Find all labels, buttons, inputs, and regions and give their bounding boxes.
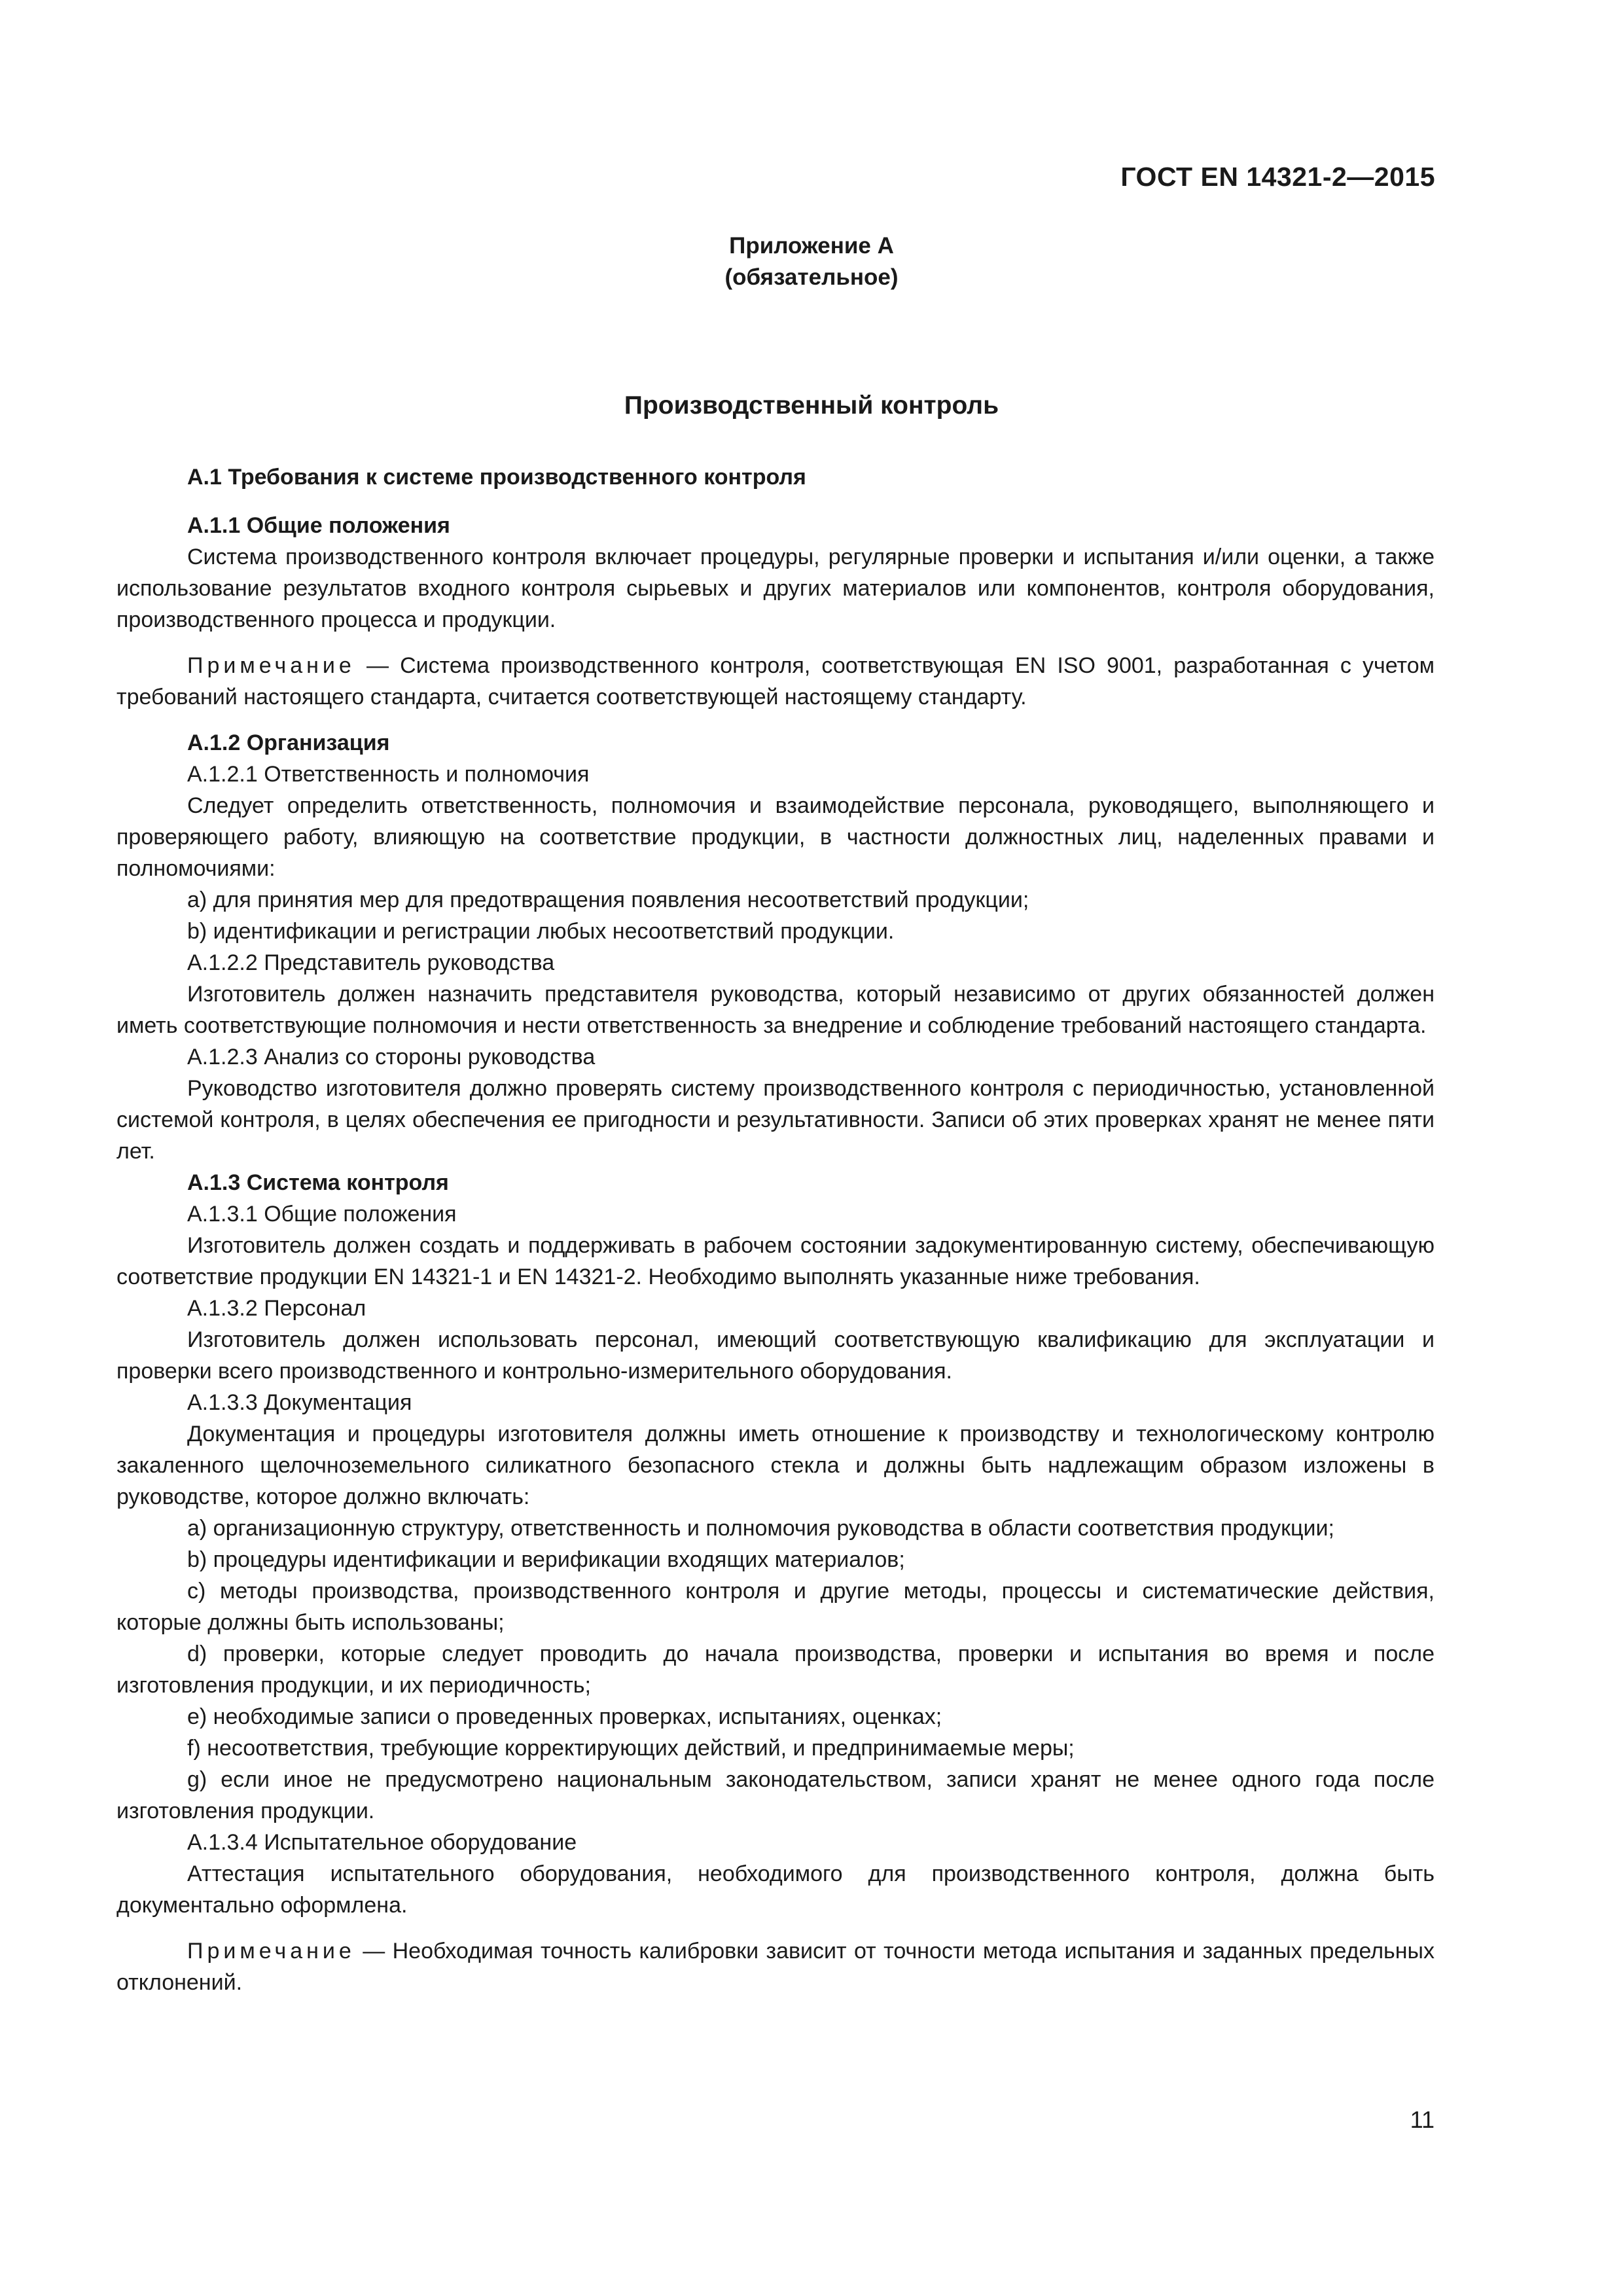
section-a122-heading: А.1.2.2 Представитель руководства	[187, 950, 555, 975]
page-number: 11	[1410, 2106, 1435, 2133]
section-a133-text: Документация и процедуры изготовителя должны иметь отношение к производству и технологическому контролю закаленного щелочноземельного силикатного безопасного стекла и должны быть надлежащим образом изложены в руководстве, которое должно включать:	[116, 1422, 1435, 1509]
list-item: c) методы производства, производственного контроля и другие методы, процессы и систематические действия, которые должны быть использованы;	[116, 1579, 1435, 1635]
section-a1-heading: А.1 Требования к системе производственного контроля	[187, 465, 806, 490]
section-a11-text: Система производственного контроля включает процедуры, регулярные проверки и испытания и/или оценки, а также использование результатов входного контроля сырьевых и других материалов или компонентов, контроля оборудования, производственного процесса и продукции.	[116, 545, 1435, 632]
section-a133-heading: А.1.3.3 Документация	[187, 1390, 412, 1415]
section-a134-heading: А.1.3.4 Испытательное оборудование	[187, 1830, 577, 1855]
annex-heading	[0, 230, 1623, 293]
section-a12-heading: А.1.2 Организация	[187, 730, 390, 755]
list-item: a) организационную структуру, ответственность и полномочия руководства в области соответствия продукции;	[187, 1516, 1334, 1541]
section-a123-text: Руководство изготовителя должно проверять систему производственного контроля с периодичностью, установленной системой контроля, в целях обеспечения ее пригодности и результативности. Записи об этих проверках хранят не менее пяти лет.	[116, 1076, 1435, 1164]
section-a121-text: Следует определить ответственность, полномочия и взаимодействие персонала, руководящего, выполняющего и проверяющего работу, влияющую на соответствие продукции, в частности должностных лиц, наделенных правами и полномочиями:	[116, 793, 1435, 881]
list-item: b) идентификации и регистрации любых несоответствий продукции.	[187, 919, 895, 944]
note-2-label: Примечание	[187, 1939, 355, 1964]
section-a134-text: Аттестация испытательного оборудования, необходимого для производственного контроля, должна быть документально оформлена.	[116, 1861, 1435, 1918]
section-a13-heading: А.1.3 Система контроля	[187, 1170, 449, 1195]
note-1-text: — Система производственного контроля, соответствующая EN ISO 9001, разработанная с учетом требований настоящего стандарта, считается соответствующей настоящему стандарту.	[116, 653, 1435, 709]
note-1-label: Примечание	[187, 653, 355, 678]
list-item: f) несоответствия, требующие корректирующих действий, и предпринимаемые меры;	[187, 1736, 1075, 1761]
section-a131-text: Изготовитель должен создать и поддерживать в рабочем состоянии задокументированную систему, обеспечивающую соответствие продукции EN 14321-1 и EN 14321-2. Необходимо выполнять указанные ниже требования.	[116, 1233, 1435, 1289]
list-item: a) для принятия мер для предотвращения появления несоответствий продукции;	[187, 888, 1029, 912]
section-a11-heading: А.1.1 Общие положения	[187, 513, 450, 538]
list-item: e) необходимые записи о проведенных проверках, испытаниях, оценках;	[187, 1704, 942, 1729]
note-2	[116, 1935, 1435, 1998]
annex-title: Производственный контроль	[624, 391, 999, 420]
note-1	[116, 650, 1435, 713]
section-a121-heading: А.1.2.1 Ответственность и полномочия	[187, 762, 590, 787]
section-a131-heading: А.1.3.1 Общие положения	[187, 1202, 457, 1227]
document-code: ГОСТ EN 14321-2—2015	[1120, 162, 1435, 192]
list-item: d) проверки, которые следует проводить до начала производства, проверки и испытания во время и после изготовления продукции, и их периодичность;	[116, 1641, 1435, 1698]
document-body	[116, 461, 1435, 1998]
annex-label: Приложение А	[729, 233, 894, 259]
section-a132-heading: А.1.3.2 Персонал	[187, 1296, 366, 1321]
section-a132-text: Изготовитель должен использовать персонал, имеющий соответствующую квалификацию для эксплуатации и проверки всего производственного и контрольно-измерительного оборудования.	[116, 1327, 1435, 1384]
annex-status: (обязательное)	[724, 264, 899, 290]
section-a122-text: Изготовитель должен назначить представителя руководства, который независимо от других обязанностей должен иметь соответствующие полномочия и нести ответственность за внедрение и соблюдение требований настоящего стандарта.	[116, 982, 1435, 1038]
note-2-text: — Необходимая точность калибровки зависит от точности метода испытания и заданных предельных отклонений.	[116, 1939, 1435, 1995]
list-item: g) если иное не предусмотрено национальным законодательством, записи хранят не менее одного года после изготовления продукции.	[116, 1767, 1435, 1823]
list-item: b) процедуры идентификации и верификации входящих материалов;	[187, 1547, 905, 1572]
section-a123-heading: А.1.2.3 Анализ со стороны руководства	[187, 1045, 596, 1069]
